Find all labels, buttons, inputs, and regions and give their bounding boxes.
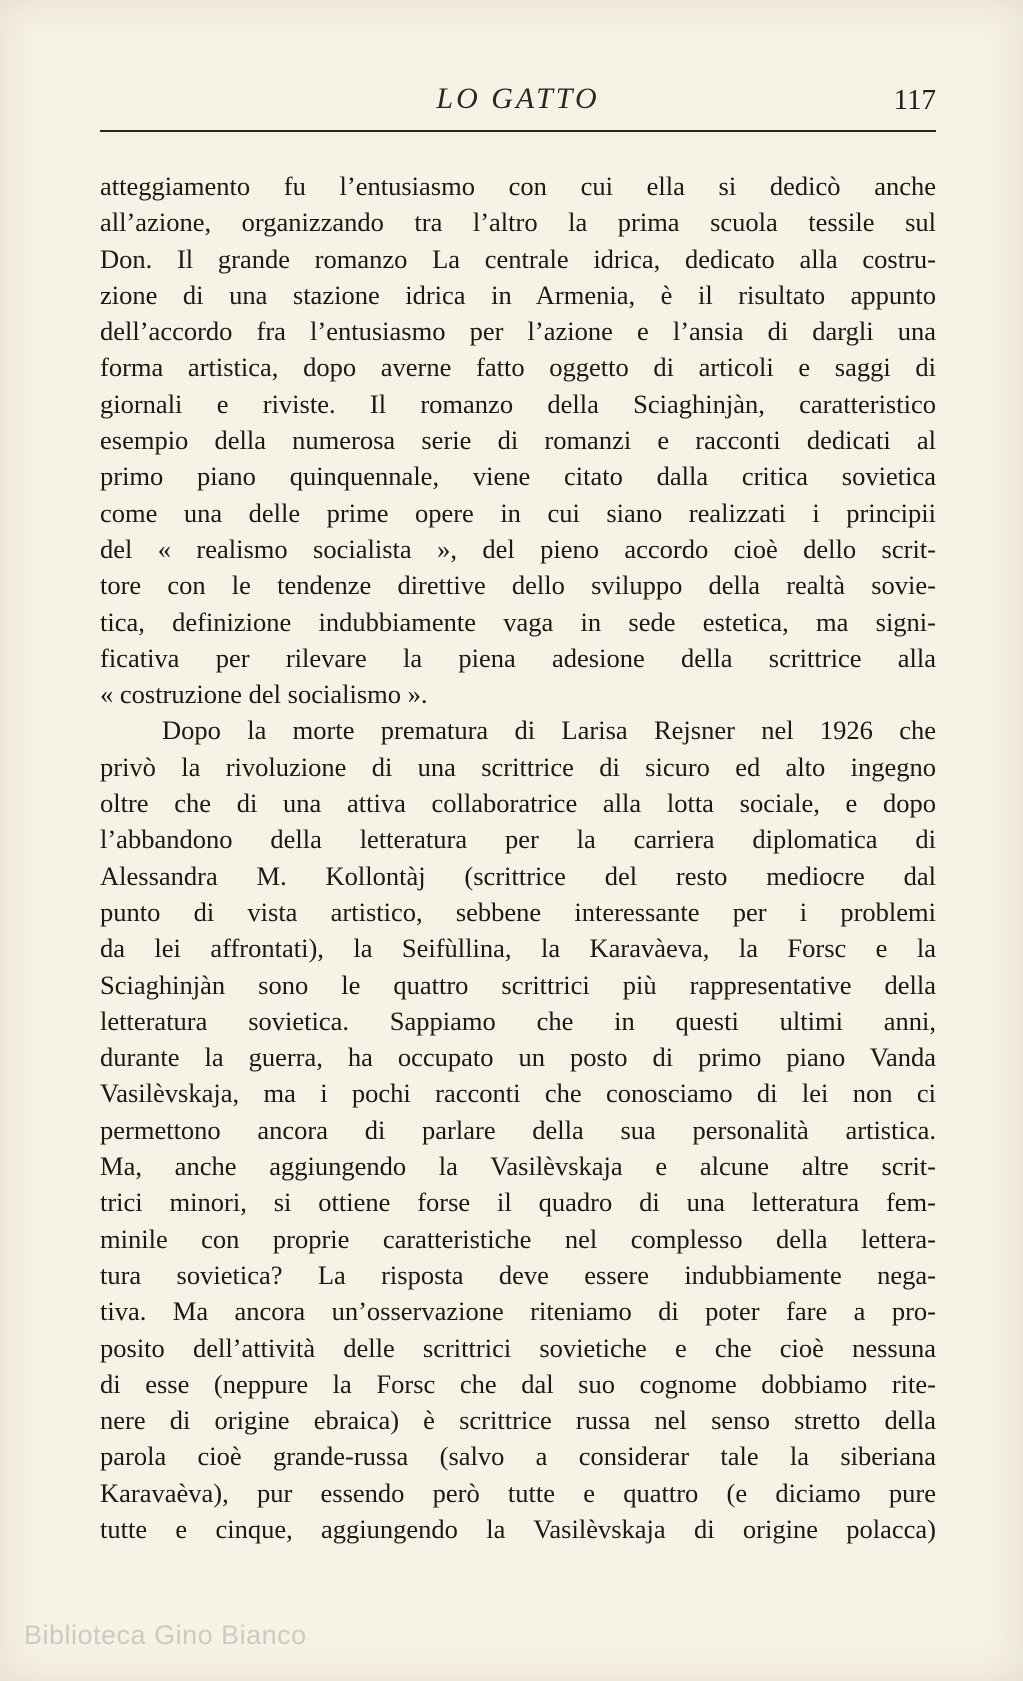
page-number: 117: [893, 84, 936, 116]
library-watermark: Biblioteca Gino Bianco: [24, 1620, 307, 1650]
text-line: Ma, anche aggiungendo la Vasilèvskaja e alcune altre scrit-: [100, 1151, 936, 1182]
text-line: letteratura sovietica. Sappiamo che in questi ultimi anni,: [100, 1005, 936, 1036]
text-line: tore con le tendenze direttive dello sviluppo della realtà sovie-: [100, 570, 936, 601]
text-line: esempio della numerosa serie di romanzi e racconti dedicati al: [100, 425, 936, 456]
text-line: ficativa per rilevare la piena adesione della scrittrice alla: [100, 642, 936, 673]
text-line: Alessandra M. Kollontàj (scrittrice del resto mediocre dal: [100, 860, 936, 891]
text-line: forma artistica, dopo averne fatto oggetto di articoli e saggi di: [100, 352, 936, 383]
text-line: Karavaèva), pur essendo però tutte e quattro (e diciamo pure: [100, 1477, 936, 1508]
header-rule: [100, 130, 936, 132]
page-header: [100, 82, 936, 126]
text-line: nere di origine ebraica) è scrittrice russa nel senso stretto della: [100, 1405, 936, 1436]
text-line: posito dell’attività delle scrittrici sovietiche e che cioè nessuna: [100, 1332, 936, 1363]
text-line: l’abbandono della letteratura per la carriera diplomatica di: [100, 824, 936, 855]
text-line: permettono ancora di parlare della sua personalità artistica.: [100, 1114, 936, 1145]
text-line: come una delle prime opere in cui siano realizzati i principii: [100, 497, 936, 528]
text-line: tura sovietica? La risposta deve essere indubbiamente nega-: [100, 1259, 936, 1290]
text-line: giornali e riviste. Il romanzo della Sciaghinjàn, caratteristico: [100, 388, 936, 419]
text-line: tutte e cinque, aggiungendo la Vasilèvskaja di origine polacca): [100, 1513, 936, 1544]
text-line: parola cioè grande-russa (salvo a considerar tale la siberiana: [100, 1441, 936, 1472]
text-line: trici minori, si ottiene forse il quadro di una letteratura fem-: [100, 1187, 936, 1218]
text-line: Sciaghinjàn sono le quattro scrittrici più rappresentative della: [100, 969, 936, 1000]
text-line: Don. Il grande romanzo La centrale idrica, dedicato alla costru-: [100, 243, 936, 274]
text-line: punto di vista artistico, sebbene interessante per i problemi: [100, 896, 936, 927]
text-line: minile con proprie caratteristiche nel complesso della lettera-: [100, 1223, 936, 1254]
text-line: del « realismo socialista », del pieno accordo cioè dello scrit-: [100, 533, 936, 564]
body-text: [100, 168, 936, 1547]
text-line: dell’accordo fra l’entusiasmo per l’azione e l’ansia di dargli una: [100, 316, 936, 347]
text-line: tiva. Ma ancora un’osservazione riteniamo di poter fare a pro-: [100, 1296, 936, 1327]
text-line: di esse (neppure la Forsc che dal suo cognome dobbiamo rite-: [100, 1368, 936, 1399]
paragraph-start-line: Dopo la morte prematura di Larisa Rejsner nel 1926 che: [162, 715, 936, 746]
text-line: privò la rivoluzione di una scrittrice di sicuro ed alto ingegno: [100, 751, 936, 782]
text-line: Vasilèvskaja, ma i pochi racconti che conosciamo di lei non ci: [100, 1078, 936, 1109]
text-line: da lei affrontati), la Seifùllina, la Karavàeva, la Forsc e la: [100, 933, 936, 964]
running-title: LO GATTO: [436, 82, 600, 115]
text-line: primo piano quinquennale, viene citato dalla critica sovietica: [100, 461, 936, 492]
text-line: oltre che di una attiva collaboratrice alla lotta sociale, e dopo: [100, 788, 936, 819]
text-line: zione di una stazione idrica in Armenia, è il risultato appunto: [100, 279, 936, 310]
paragraph-end-line: « costruzione del socialismo ».: [100, 679, 428, 710]
text-line: durante la guerra, ha occupato un posto di primo piano Vanda: [100, 1042, 936, 1073]
text-line: tica, definizione indubbiamente vaga in sede estetica, ma signi-: [100, 606, 936, 637]
text-line: all’azione, organizzando tra l’altro la prima scuola tessile sul: [100, 207, 936, 238]
text-line: atteggiamento fu l’entusiasmo con cui ella si dedicò anche: [100, 171, 936, 201]
